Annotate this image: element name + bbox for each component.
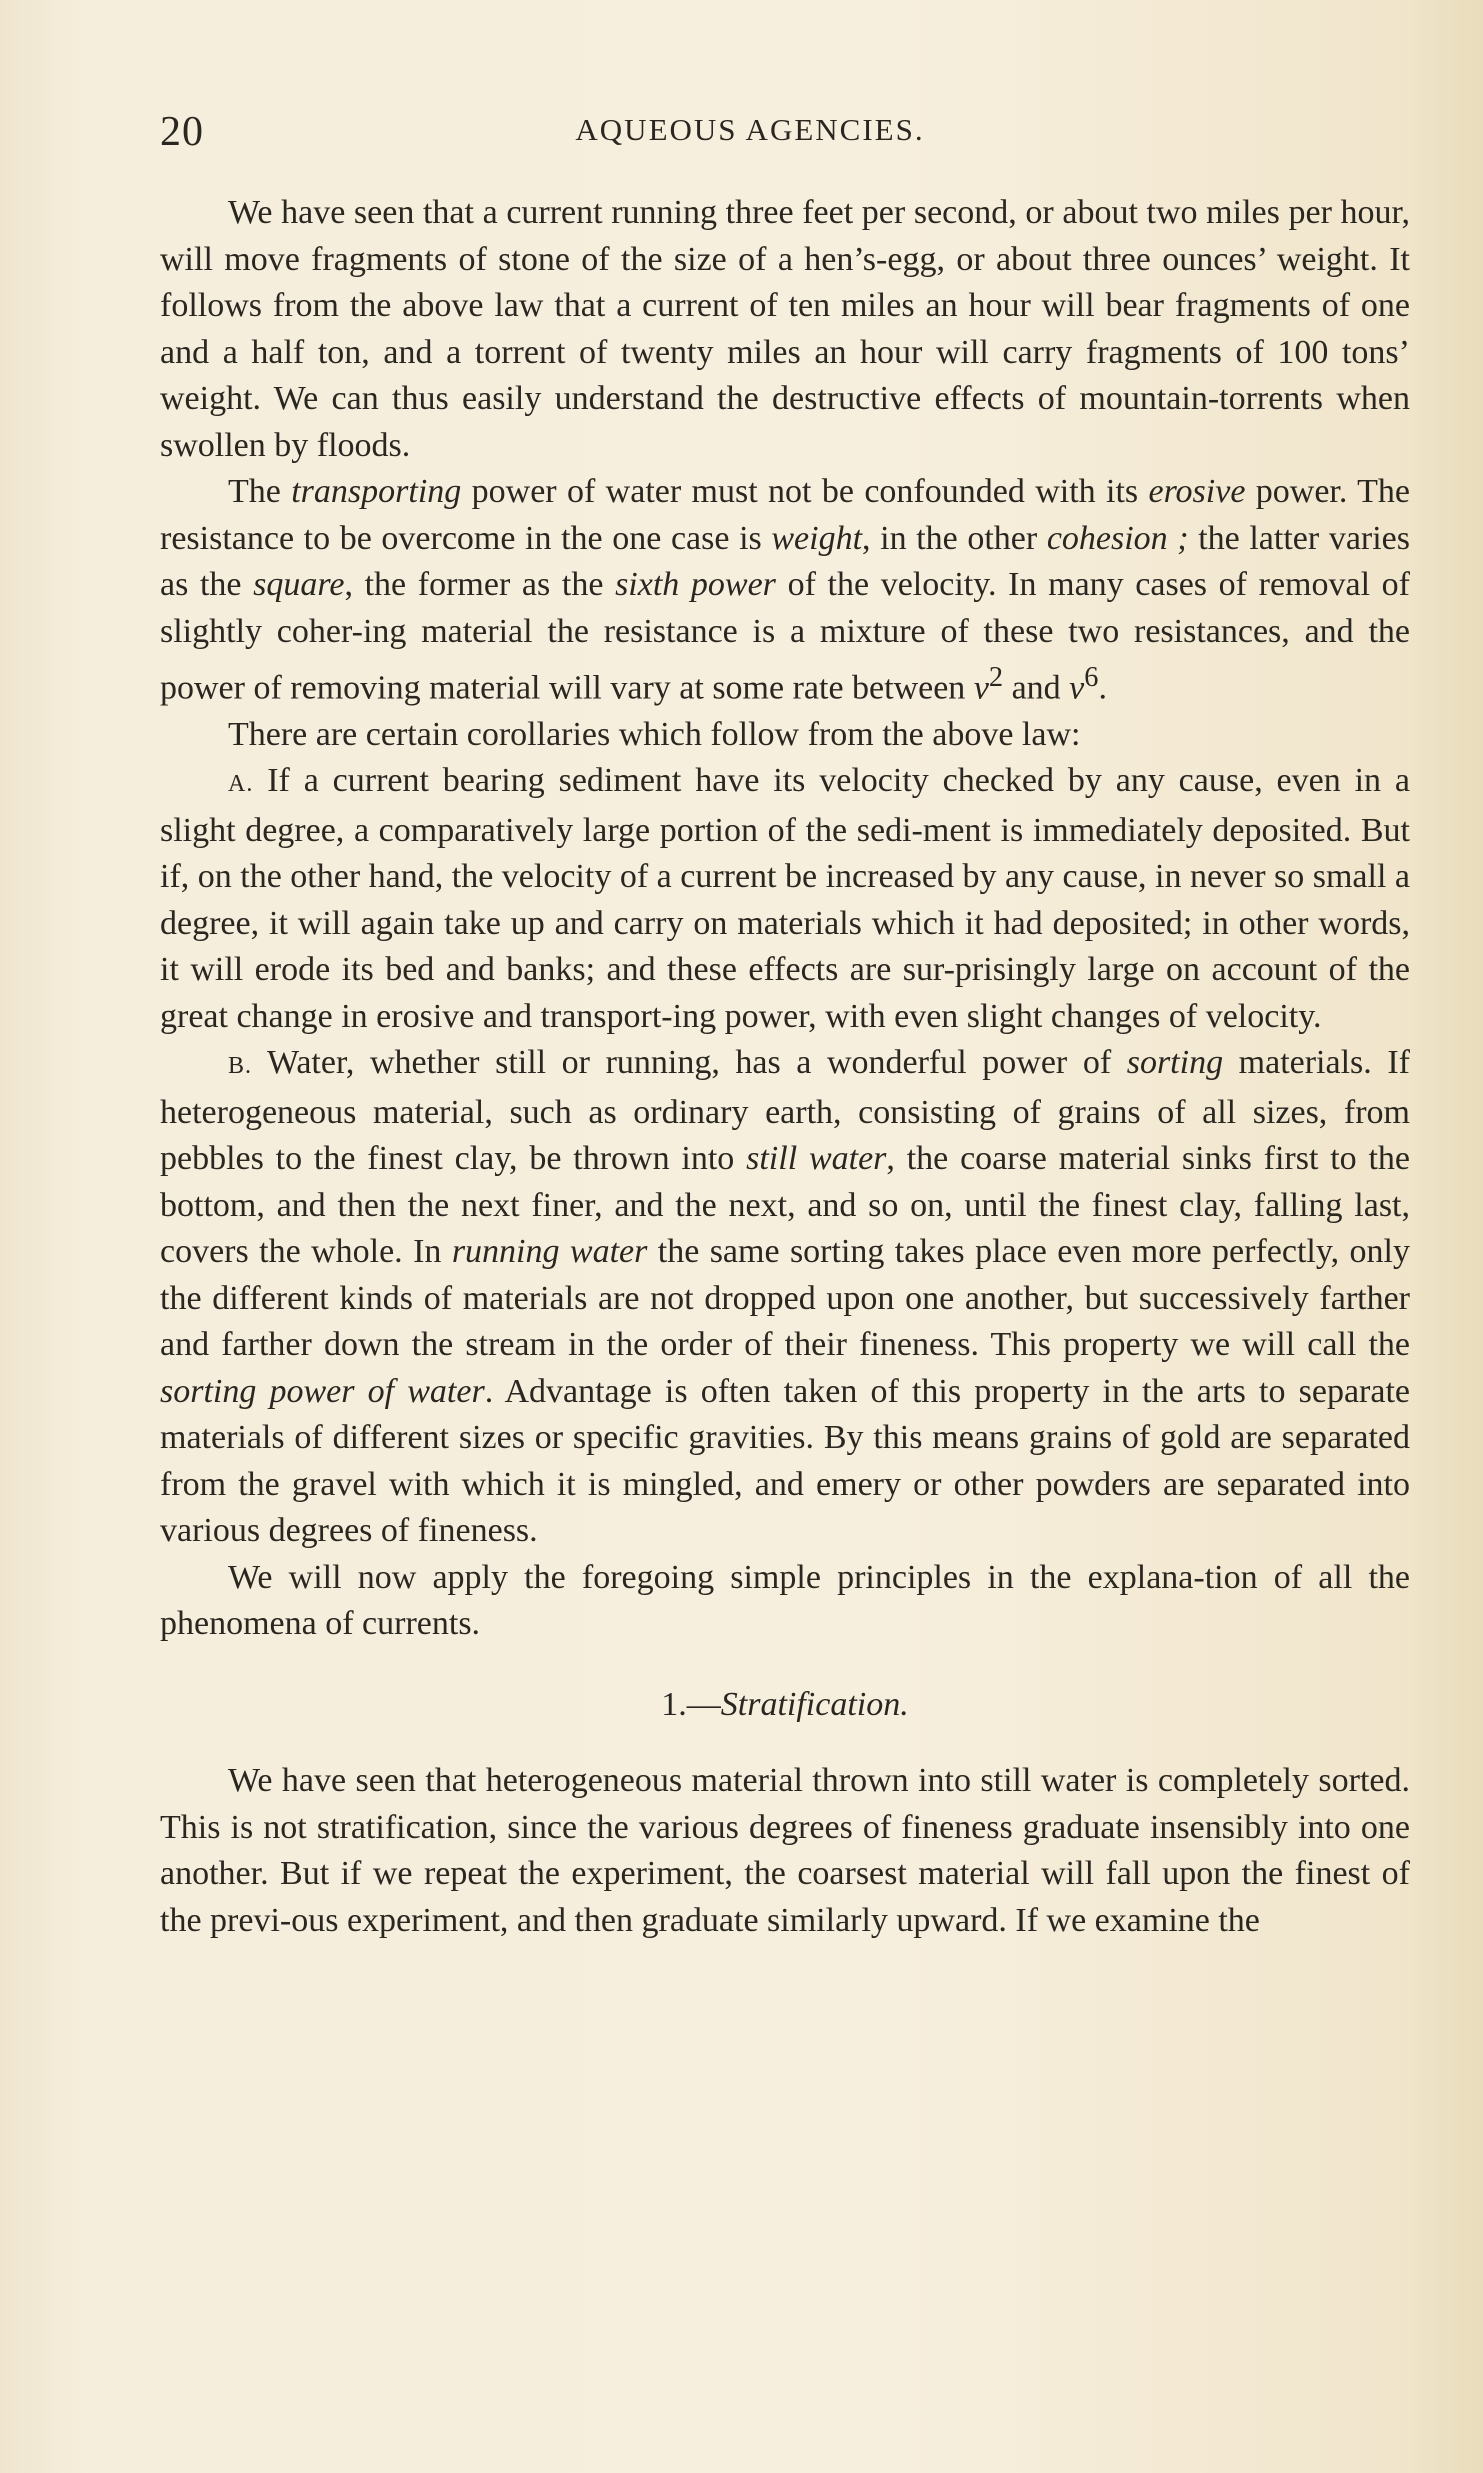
paragraph-corollaries-intro: There are certain corollaries which follow from the above law: <box>228 715 1081 753</box>
text-run: Water, whether still or running, has a wonderful power of <box>252 1044 1127 1082</box>
paragraph-apply-principles: We will now apply the foregoing simple principles in the explana-tion of all the phenomena of currents. <box>160 1558 1410 1643</box>
text-run: power. The resistance to be overcome in the one case is <box>160 473 1410 557</box>
math-variable: v <box>1069 669 1085 707</box>
italic-term: sorting <box>1126 1044 1224 1082</box>
body-text <box>160 190 1410 1944</box>
section-title: Stratification. <box>720 1685 909 1723</box>
italic-term: erosive <box>1148 473 1246 510</box>
text-run: and <box>1003 669 1070 707</box>
italic-term: sorting power of water <box>160 1372 485 1410</box>
italic-term: square <box>253 566 345 603</box>
paragraph-stratification: We have seen that heterogeneous material thrown into still water is completely sorted. This is not stratification, since the various degrees of fineness graduate insensibly into one another. But if we repeat the experiment, the coarsest material will fall upon the finest of the previ-ous experiment, and then graduate similarly upward. If we examine the <box>160 1762 1410 1939</box>
italic-term: weight <box>771 519 863 557</box>
italic-term: sixth power <box>615 566 776 603</box>
paragraph-transporting-power <box>160 469 1410 712</box>
paragraph-corollary-a <box>160 758 1410 1040</box>
text-run: . Advantage is often taken of this property in the arts to separate materials of different sizes or specific gravities. By this means grains of gold are separated from the gravel with which it is mingled, and emery or other powders are separated into various degrees of fineness. <box>160 1372 1410 1550</box>
text-run: , the former as the <box>344 566 616 603</box>
running-title: AQUEOUS AGENCIES. <box>575 112 925 147</box>
page-header <box>160 104 1340 164</box>
page-number: 20 <box>160 109 204 155</box>
text-run: The <box>228 473 292 510</box>
italic-term: transporting <box>291 473 462 510</box>
text-run: power of water must not be confounded with its <box>461 473 1149 510</box>
paragraph-corollary-b <box>160 1040 1410 1555</box>
text-run: , the coarse material sinks first to the bottom, and then the next finer, and the next, and so on, until the finest clay, falling last, covers the whole. In <box>160 1140 1411 1271</box>
math-variable: v <box>973 669 989 707</box>
section-heading <box>160 1682 1410 1729</box>
italic-term: running water <box>451 1233 648 1271</box>
text-run: . <box>1098 669 1107 707</box>
paragraph-current-speed: We have seen that a current running three feet per second, or about two miles per hour, will move fragments of stone of the size of a hen’s-egg, or about three ounces’ weight. It follows from the above law that a current of ten miles an hour will bear fragments of one and a half ton, and a torrent of twenty miles an hour will carry fragments of 100 tons’ weight. We can thus easily understand the destructive effects of mountain-torrents when swollen by floods. <box>160 194 1410 464</box>
text-run: If a current bearing sediment have its velocity checked by any cause, even in a slight degree, a comparatively large portion of the sedi-ment is immediately deposited. But if, on the other hand, the velocity of a current be increased by any cause, in never so small a degree, it will again take up and carry on materials which it had deposited; in other words, it will erode its bed and banks; and these effects are sur-prisingly large on account of the great change in erosive and transport-ing power, with even slight changes of velocity. <box>160 762 1410 1035</box>
text-run: materials. If heterogeneous material, such as ordinary earth, consisting of grains of all sizes, from pebbles to the finest clay, be thrown into <box>160 1044 1410 1178</box>
italic-term: cohesion ; <box>1046 519 1189 557</box>
section-number: 1.— <box>661 1685 721 1723</box>
exponent: 2 <box>988 662 1004 693</box>
text-run: the same sorting takes place even more perfectly, only the different kinds of materials are not dropped upon one another, but successively farther and farther down the stream in the order of their fineness. This property we will call the <box>160 1233 1410 1364</box>
exponent: 6 <box>1084 662 1099 693</box>
italic-term: still water <box>746 1140 887 1178</box>
text-run: the latter varies as the <box>160 519 1410 603</box>
corollary-label: B. <box>228 1053 253 1080</box>
text-run: of the velocity. In many cases of removal of slightly coher-ing material the resistance is a mixture of these two resistances, and the power of removing material will vary at some rate between <box>160 566 1411 707</box>
text-run: , in the other <box>862 519 1047 557</box>
corollary-label: A. <box>228 771 254 798</box>
